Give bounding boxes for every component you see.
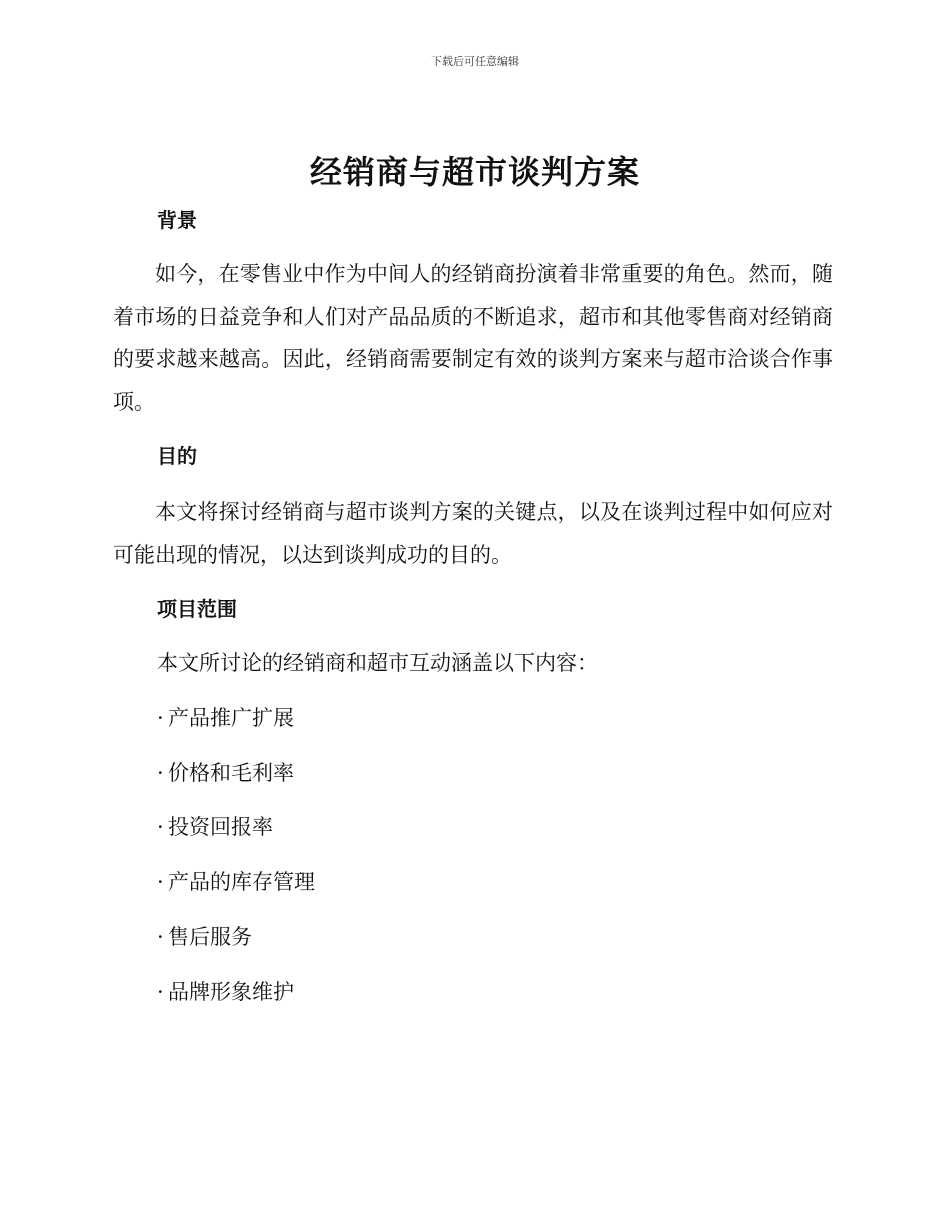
list-item (157, 812, 273, 842)
background-paragraph: 如今，在零售业中作为中间人的经销商扮演着非常重要的角色。然而，随着市场的日益竞争和人们对产品品质的不断追求，超市和其他零售商对经销商的要求越来越高。因此，经销商需要制定有效的谈判方案来与超市洽谈合作事项。 (113, 262, 833, 414)
bullet-dot-icon: · (157, 815, 164, 839)
bullet-dot-icon: · (157, 706, 164, 730)
list-item-text: 产品的库存管理 (168, 870, 315, 894)
list-item (157, 922, 252, 952)
scope-intro: 本文所讨论的经销商和超市互动涵盖以下内容： (157, 651, 598, 675)
section-heading-scope: 项目范围 (157, 597, 237, 621)
bullet-dot-icon: · (157, 980, 164, 1004)
list-item (157, 703, 294, 733)
list-item-text: 售后服务 (168, 925, 252, 949)
purpose-paragraph: 本文将探讨经销商与超市谈判方案的关键点，以及在谈判过程中如何应对可能出现的情况，以达到谈判成功的目的。 (113, 500, 833, 567)
list-item-text: 品牌形象维护 (168, 980, 294, 1004)
list-item (157, 867, 315, 897)
list-item-text: 产品推广扩展 (168, 706, 294, 730)
list-item-text: 投资回报率 (168, 815, 273, 839)
page-header-note: 下载后可任意编辑 (431, 55, 519, 68)
list-item (157, 758, 294, 788)
section-heading-purpose: 目的 (157, 444, 197, 468)
list-item (157, 977, 294, 1007)
bullet-dot-icon: · (157, 761, 164, 785)
document-title: 经销商与超市谈判方案 (309, 153, 640, 191)
list-item-text: 价格和毛利率 (168, 761, 294, 785)
section-heading-background: 背景 (157, 208, 197, 232)
bullet-dot-icon: · (157, 870, 164, 894)
bullet-dot-icon: · (157, 925, 164, 949)
